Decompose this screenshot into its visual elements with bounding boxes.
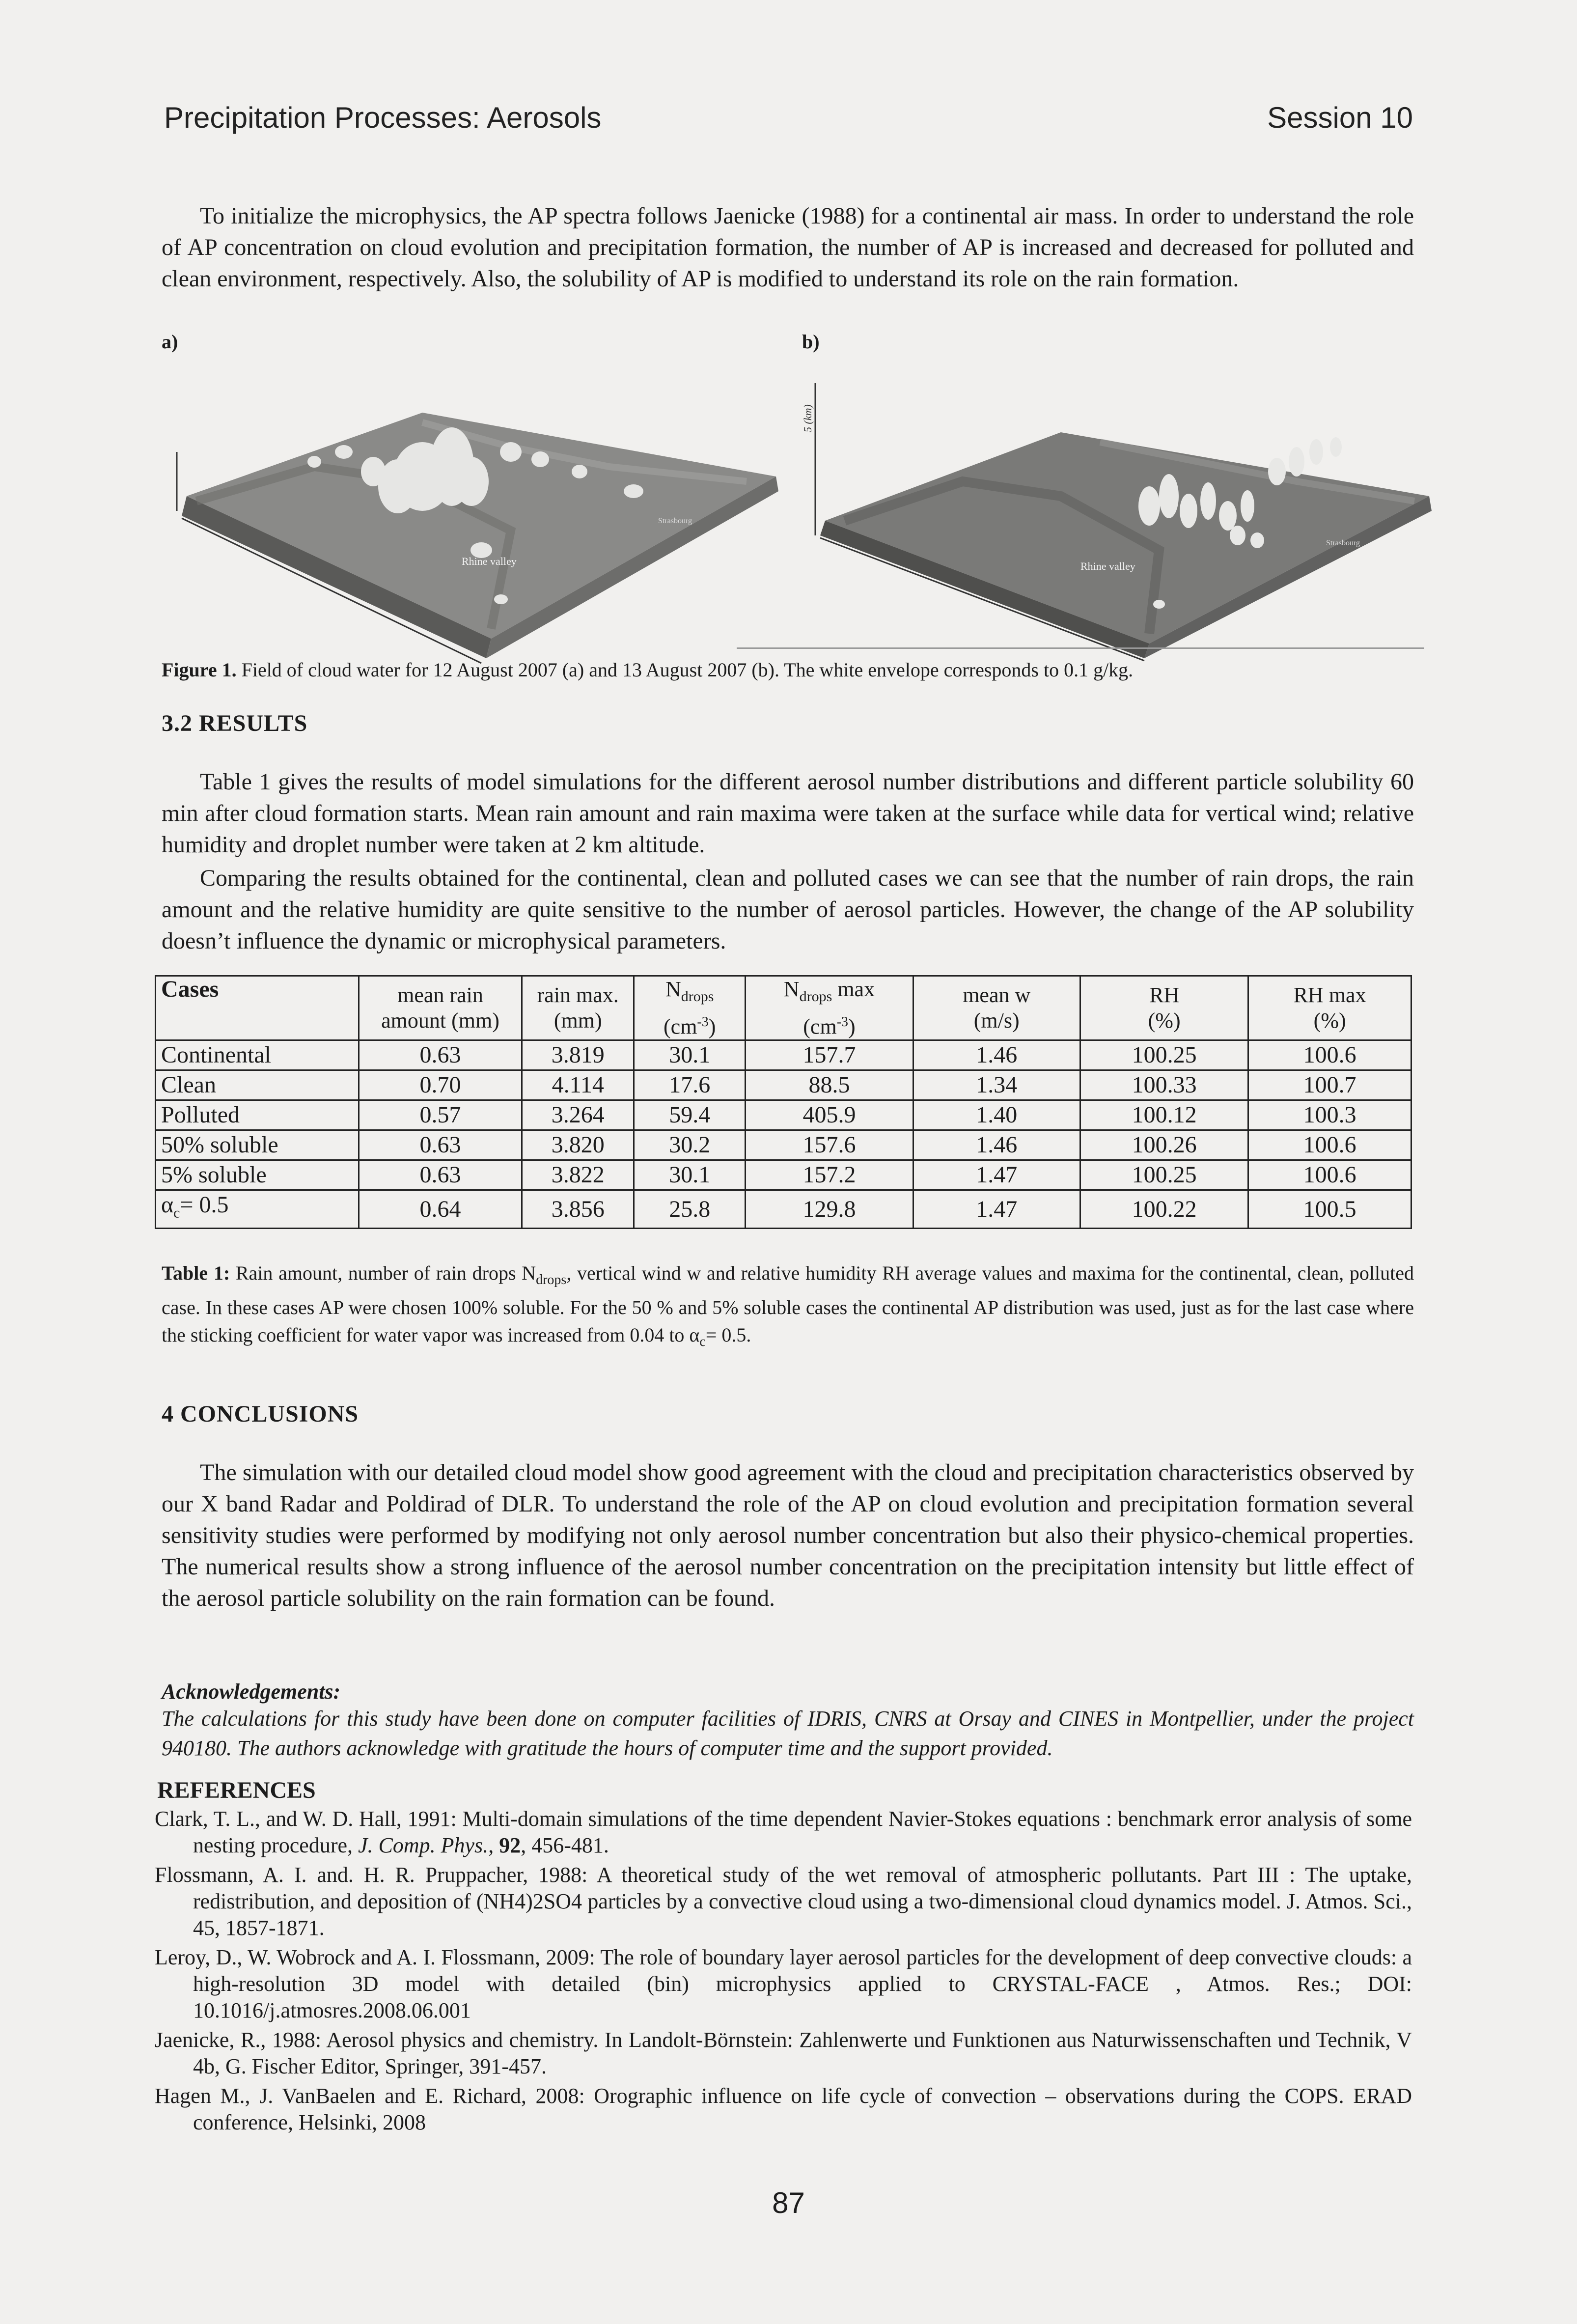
table-cell: 100.3 (1248, 1100, 1411, 1130)
table-header-rh: RH (%) (1080, 976, 1248, 1040)
acknowledgements-text: The calculations for this study have been done on computer facilities of IDRIS, CNRS at Orsay and CINES in Montpellier, under the project 940180. The authors acknowledge with gratitude the hours of computer time and the support provided. (162, 1707, 1414, 1760)
results-heading: 3.2 RESULTS (162, 710, 308, 736)
figure-panel-b-label: b) (802, 331, 820, 353)
table-caption-label: Table 1: (162, 1262, 230, 1284)
table-row (156, 1100, 1411, 1130)
table-cell: 1.34 (913, 1070, 1080, 1100)
table-cell: 100.22 (1080, 1190, 1248, 1229)
table-header-rain-max: rain max. (mm) (522, 976, 634, 1040)
table-cell: Continental (156, 1040, 359, 1070)
table-header-mean-rain: mean rain amount (mm) (359, 976, 522, 1040)
table-cell: 3.822 (522, 1160, 634, 1190)
table-row (156, 1040, 1411, 1070)
reference-item: Flossmann, A. I. and. H. R. Pruppacher, 1988: A theoretical study of the wet removal of atmospheric pollutants. Part III : The uptake, redistribution, and deposition of (NH4)2SO4 particles by a convective cloud using a two-dimensional cloud dynamics model. J. Atmos. Sci., 45, 1857-1871. (155, 1863, 1412, 1940)
page-number: 87 (772, 2186, 805, 2219)
table-header-mean-w: mean w (m/s) (913, 976, 1080, 1040)
table-cell: 0.63 (359, 1130, 522, 1160)
strasbourg-label: Strasbourg (658, 517, 692, 525)
table-row (156, 1070, 1411, 1100)
table-cell: $\alpha_c= 0.5$ (156, 1190, 359, 1229)
results-paragraph-1: Table 1 gives the results of model simulations for the different aerosol number distributions and different particle solubility 60 min after cloud formation starts. Mean rain amount and rain maxima were taken at the surface while data for vertical wind; relative humidity and droplet number were taken at 2 km altitude. (162, 769, 1414, 858)
acknowledgements-heading: Acknowledgements: (162, 1680, 341, 1704)
reference-item: Hagen M., J. VanBaelen and E. Richard, 2008: Orographic influence on life cycle of convection – observations during the COPS. ERAD conference, Helsinki, 2008 (155, 2084, 1412, 2134)
table-cell: 1.46 (913, 1040, 1080, 1070)
table-cell: 0.63 (359, 1160, 522, 1190)
rhine-valley-label: Rhine valley (1080, 560, 1135, 572)
figure-panel-a-label: a) (162, 331, 178, 353)
table-cell: 17.6 (634, 1070, 746, 1100)
table-cell: 1.46 (913, 1130, 1080, 1160)
references-list (155, 1806, 1412, 2139)
table-header-cases: Cases (156, 976, 359, 1040)
table-cell: 59.4 (634, 1100, 746, 1130)
table-cell: 100.7 (1248, 1070, 1411, 1100)
table-header-rh-max: RH max (%) (1248, 976, 1411, 1040)
table-cell: 3.820 (522, 1130, 634, 1160)
terrain-surface (187, 413, 776, 639)
table-cell: 100.6 (1248, 1130, 1411, 1160)
reference-item: Leroy, D., W. Wobrock and A. I. Flossmann, 2009: The role of boundary layer aerosol particles for the development of deep convective clouds: a high-resolution 3D model with detailed (bin) microphysics applied to CRYSTAL-FACE , Atmos. Res.; DOI: 10.1016/j.atmosres.2008.06.001 (155, 1945, 1412, 2022)
results-table (155, 975, 1412, 1229)
table-cell: Polluted (156, 1100, 359, 1130)
table-row (156, 1160, 1411, 1190)
table-cell: 157.7 (746, 1040, 913, 1070)
table-cell: 129.8 (746, 1190, 913, 1229)
reference-item: Clark, T. L., and W. D. Hall, 1991: Multi-domain simulations of the time dependent Navier-Stokes equations : benchmark error analysis of some nesting procedure, J. Comp. Phys., 92, 456-481. (155, 1807, 1412, 1857)
table-cell: 30.2 (634, 1130, 746, 1160)
table-cell: 157.2 (746, 1160, 913, 1190)
table-header-ndrops: $N_{drops}$ $(cm^{-3})$ (634, 976, 746, 1040)
header-session: Session 10 (1267, 101, 1413, 134)
height-axis-label: 5 (km) (802, 404, 814, 432)
figure-caption (162, 656, 1414, 684)
running-header (164, 101, 1413, 140)
reference-item: Jaenicke, R., 1988: Aerosol physics and chemistry. In Landolt-Börnstein: Zahlenwerte und Funktionen aus Naturwissenschaften und Technik, V 4b, G. Fischer Editor, Springer, 391-457. (155, 2028, 1412, 2078)
references-heading: REFERENCES (157, 1777, 316, 1803)
table-row (156, 1190, 1411, 1229)
figure-panel-b (802, 359, 1434, 663)
table-cell: 405.9 (746, 1100, 913, 1130)
table-cell: 50% soluble (156, 1130, 359, 1160)
rhine-valley-label: Rhine valley (462, 555, 517, 567)
results-paragraph-2: Comparing the results obtained for the continental, clean and polluted cases we can see that the number of rain drops, the rain amount and the relative humidity are quite sensitive to the number of aerosol particles. However, the change of the AP solubility doesn’t influence the dynamic or microphysical parameters. (162, 865, 1414, 954)
intro-paragraph: To initialize the microphysics, the AP spectra follows Jaenicke (1988) for a continental air mass. In order to understand the role of AP concentration on cloud evolution and precipitation formation, the number of AP is increased and decreased for polluted and clean environment, respectively. Also, the solubility of AP is modified to understand its role on the rain formation. (162, 203, 1414, 292)
table-cell: 30.1 (634, 1160, 746, 1190)
figure-panel-a (167, 354, 786, 668)
table-cell: 5% soluble (156, 1160, 359, 1190)
table-cell: 0.70 (359, 1070, 522, 1100)
table-cell: 157.6 (746, 1130, 913, 1160)
table-cell: 3.819 (522, 1040, 634, 1070)
figure-caption-label: Figure 1. (162, 659, 237, 681)
table-cell: 100.6 (1248, 1040, 1411, 1070)
table-cell: 3.264 (522, 1100, 634, 1130)
table-cell: 100.25 (1080, 1040, 1248, 1070)
table-row (156, 1130, 1411, 1160)
table-cell: Clean (156, 1070, 359, 1100)
table-cell: 1.47 (913, 1160, 1080, 1190)
table-cell: 100.25 (1080, 1160, 1248, 1190)
header-title: Precipitation Processes: Aerosols (164, 101, 602, 134)
table-cell: 100.6 (1248, 1160, 1411, 1190)
table-cell: 4.114 (522, 1070, 634, 1100)
table-cell: 100.33 (1080, 1070, 1248, 1100)
table-caption: Table 1: Rain amount, number of rain drops $N_{drops}$, vertical wind w and relative humidity RH average values and maxima for the continental, clean, polluted case. In these cases AP were chosen 100% soluble. For the 50 % and 5% soluble cases the continental AP distribution was used, just as for the last case where the sticking coefficient for water vapor was increased from 0.04 to $\alpha_c= 0.5$. (162, 1262, 1414, 1349)
table-cell: 0.63 (359, 1040, 522, 1070)
table-cell: 3.856 (522, 1190, 634, 1229)
table-cell: 1.47 (913, 1190, 1080, 1229)
conclusions-paragraph: The simulation with our detailed cloud model show good agreement with the cloud and precipitation characteristics observed by our X band Radar and Poldirad of DLR. To understand the role of the AP on cloud evolution and precipitation formation several sensitivity studies were performed by modifying not only aerosol number concentration but also their physico-chemical properties. The numerical results show a strong influence of the aerosol number concentration on the precipitation intensity but little effect of the aerosol particle solubility on the rain formation can be found. (162, 1459, 1414, 1611)
table-cell: 0.64 (359, 1190, 522, 1229)
table-cell: 1.40 (913, 1100, 1080, 1130)
table-header-ndrops-max: $N_{drops}$ max $(cm^{-3})$ (746, 976, 913, 1040)
table-cell: 25.8 (634, 1190, 746, 1229)
table-header-row (156, 976, 1411, 1040)
table-cell: 30.1 (634, 1040, 746, 1070)
figure-rule (737, 647, 1424, 649)
table-cell: 100.5 (1248, 1190, 1411, 1229)
conclusions-heading: 4 CONCLUSIONS (162, 1401, 359, 1427)
table-cell: 88.5 (746, 1070, 913, 1100)
table-cell: 0.57 (359, 1100, 522, 1130)
table-cell: 100.12 (1080, 1100, 1248, 1130)
strasbourg-label: Strasbourg (1326, 539, 1360, 547)
figure-caption-text: Field of cloud water for 12 August 2007 (a) and 13 August 2007 (b). The white envelope corresponds to 0.1 g/kg. (236, 659, 1134, 681)
table-cell: 100.26 (1080, 1130, 1248, 1160)
